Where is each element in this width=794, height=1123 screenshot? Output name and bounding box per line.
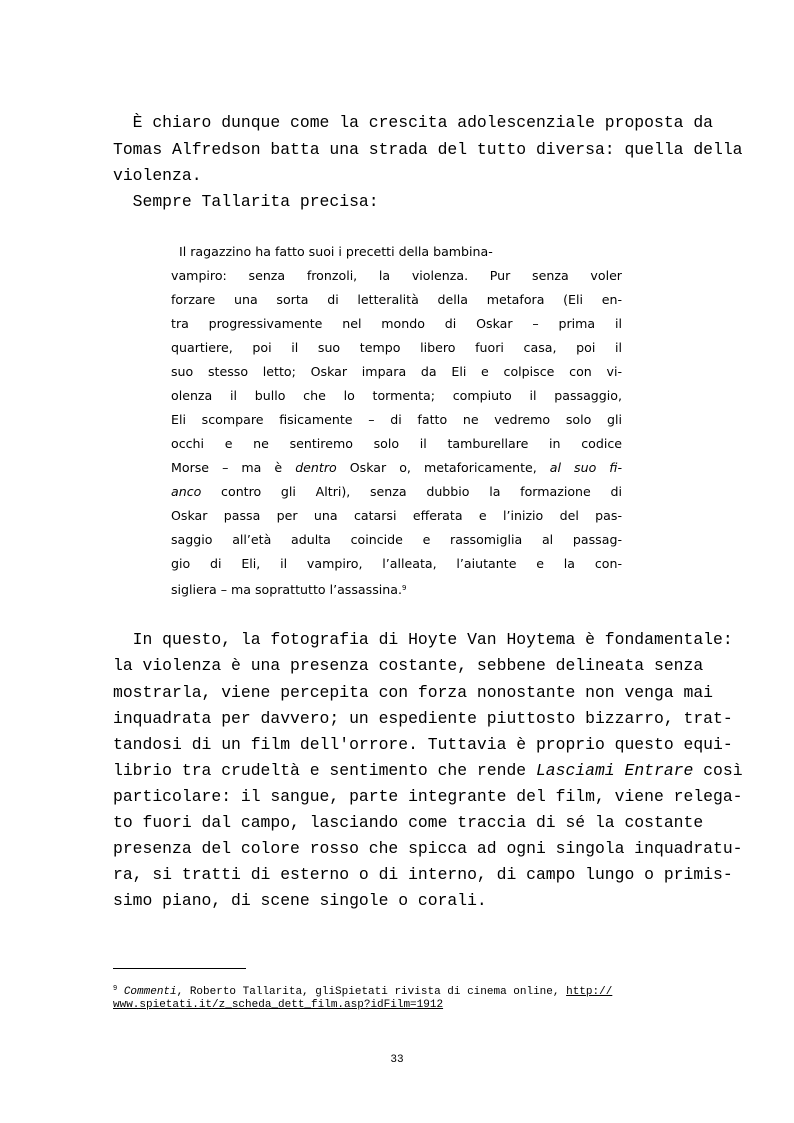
paragraph-1-line-1: È chiaro dunque come la crescita adolescenziale proposta da — [113, 113, 713, 132]
footnote-text: , Roberto Tallarita, gliSpietati rivista di cinema online, — [176, 986, 567, 998]
quote-line-15-text: sigliera – ma soprattutto l’assassina. — [171, 582, 402, 597]
quote-line-6: suo stesso letto; Oskar impara da Eli e colpisce con vi- — [171, 364, 622, 379]
page-number: 33 — [390, 1054, 404, 1066]
paragraph-3-line-11: simo piano, di scene singole o corali. — [113, 891, 487, 910]
footnote-separator — [113, 968, 246, 969]
quote-emphasis-al-suo-fi: al suo fi- — [549, 460, 622, 475]
quote-line-11 — [171, 484, 622, 500]
paragraph-3-line-2: la violenza è una presenza costante, sebbene delineata senza — [113, 656, 704, 675]
quote-emphasis-dentro: dentro — [295, 460, 337, 475]
paragraph-3-line-7: particolare: il sangue, parte integrante del film, viene relega- — [113, 787, 743, 806]
paragraph-3-line-4: inquadrata per davvero; un espediente piuttosto bizzarro, trat- — [113, 709, 733, 728]
quote-line-11-part-b: contro gli Altri), senza dubbio la formazione di — [201, 484, 622, 499]
quote-line-9: occhi e ne sentiremo solo il tamburellare in codice — [171, 436, 622, 451]
quote-line-14: gio di Eli, il vampiro, l’alleata, l’aiutante e la con- — [171, 556, 622, 571]
paragraph-3-line-1: In questo, la fotografia di Hoyte Van Hoytema è fondamentale: — [113, 630, 733, 649]
footnote-line-1 — [113, 982, 612, 999]
footnote-title: Commenti — [123, 986, 177, 998]
quote-line-2: vampiro: senza fronzoli, la violenza. Pur senza voler — [171, 268, 622, 283]
film-title: Lasciami Entrare — [535, 761, 694, 780]
paragraph-3-line-6 — [113, 761, 743, 781]
paragraph-3-line-9: presenza del colore rosso che spicca ad ogni singola inquadratu- — [113, 839, 743, 858]
paragraph-3-line-3: mostrarla, viene percepita con forza nonostante non venga mai — [113, 683, 713, 702]
paragraph-3-line-10: ra, si tratti di esterno o di interno, di campo lungo o primis- — [113, 865, 733, 884]
quote-line-4: tra progressivamente nel mondo di Oskar – prima il — [171, 316, 622, 331]
quote-line-7: olenza il bullo che lo tormenta; compiuto il passaggio, — [171, 388, 622, 403]
paragraph-3-line-6-part-c: così — [693, 761, 743, 780]
footnote-line-2 — [113, 998, 443, 1012]
footnote-number: 9 — [113, 985, 118, 993]
quote-emphasis-anco: anco — [171, 484, 202, 499]
paragraph-2-line-1: Sempre Tallarita precisa: — [113, 192, 379, 211]
paragraph-1-line-3: violenza. — [113, 166, 202, 185]
quote-line-13: saggio all’età adulta coincide e rassomiglia al passag- — [171, 532, 622, 547]
quote-line-10-part-a: Morse – ma è — [171, 460, 296, 475]
footnote-link-part-1[interactable]: http:// — [566, 986, 613, 998]
quote-line-15 — [171, 580, 406, 598]
quote-line-1: Il ragazzino ha fatto suoi i precetti della bambina- — [171, 244, 493, 259]
quote-line-12: Oskar passa per una catarsi efferata e l’inizio del pas- — [171, 508, 622, 523]
footnote-reference: 9 — [401, 584, 407, 592]
quote-line-3: forzare una sorta di letteralità della metafora (Eli en- — [171, 292, 622, 307]
footnote-link-part-2[interactable]: www.spietati.it/z_scheda_dett_film.asp?idFilm=1912 — [113, 999, 444, 1011]
paragraph-3-line-8: to fuori dal campo, lasciando come traccia di sé la costante — [113, 813, 704, 832]
quote-line-5: quartiere, poi il suo tempo libero fuori casa, poi il — [171, 340, 622, 355]
paragraph-3-line-5: tandosi di un film dell'orrore. Tuttavia è proprio questo equi- — [113, 735, 733, 754]
quote-line-8: Eli scompare fisicamente – di fatto ne vedremo solo gli — [171, 412, 622, 427]
quote-line-10 — [171, 460, 622, 476]
paragraph-1-line-2: Tomas Alfredson batta una strada del tutto diversa: quella della — [113, 140, 743, 159]
quote-line-10-part-c: Oskar o, metaforicamente, — [336, 460, 550, 475]
paragraph-3-line-6-part-a: librio tra crudeltà e sentimento che rende — [113, 761, 536, 780]
